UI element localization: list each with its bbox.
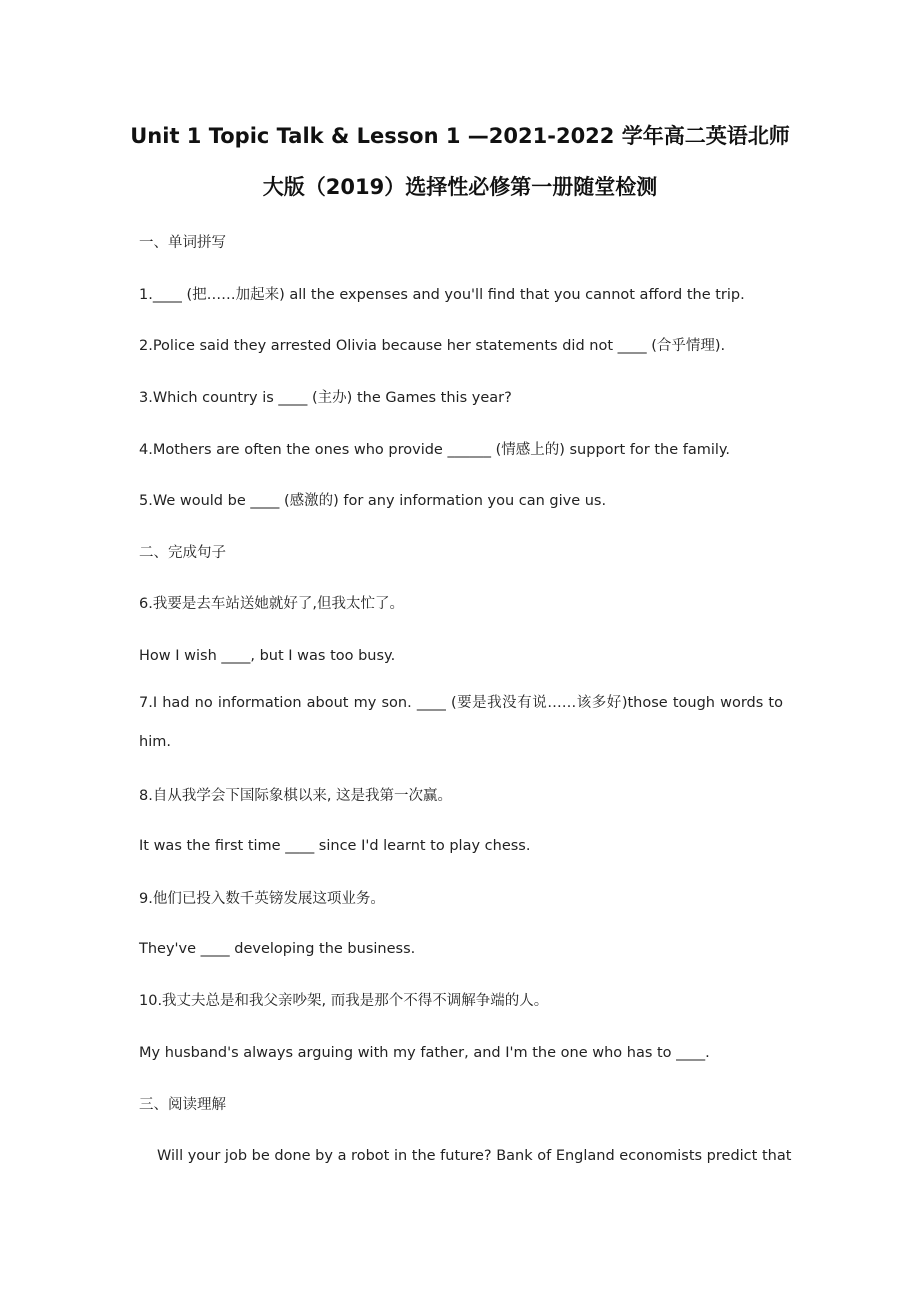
question-9-chinese: 9.他们已投入数千英镑发展这项业务。	[139, 891, 385, 907]
question-7: 7.I had no information about my son. ____ (要是我没有说……该多好)those tough words to him.	[139, 695, 783, 750]
section-heading-sentences: 二、完成句子	[139, 545, 226, 561]
question-10-english: My husband's always arguing with my father, and I'm the one who has to ____.	[139, 1045, 710, 1061]
question-4: 4.Mothers are often the ones who provide ______ (情感上的) support for the family.	[139, 442, 731, 458]
question-8-english: It was the first time ____ since I'd learnt to play chess.	[139, 838, 531, 854]
question-6-chinese: 6.我要是去车站送她就好了,但我太忙了。	[139, 596, 404, 612]
question-5: 5.We would be ____ (感激的) for any information you can give us.	[139, 493, 607, 509]
section-heading-vocabulary: 一、单词拼写	[139, 235, 226, 251]
reading-passage-start: Will your job be done by a robot in the future? Bank of England economists predict that	[157, 1148, 792, 1164]
document-title-line-1: Unit 1 Topic Talk & Lesson 1 —2021-2022 学年高二英语北师	[130, 124, 790, 148]
question-8-chinese: 8.自从我学会下国际象棋以来, 这是我第一次赢。	[139, 788, 453, 804]
document-title-line-2: 大版（2019）选择性必修第一册随堂检测	[262, 175, 658, 199]
question-9-english: They've ____ developing the business.	[139, 941, 416, 957]
question-6-english: How I wish ____, but I was too busy.	[139, 648, 396, 664]
question-3: 3.Which country is ____ (主办) the Games this year?	[139, 390, 512, 406]
question-1: 1.____ (把……加起来) all the expenses and you'll find that you cannot afford the trip.	[139, 287, 745, 303]
question-2: 2.Police said they arrested Olivia because her statements did not ____ (合乎情理).	[139, 338, 726, 354]
question-10-chinese: 10.我丈夫总是和我父亲吵架, 而我是那个不得不调解争端的人。	[139, 993, 549, 1009]
section-heading-reading: 三、阅读理解	[139, 1097, 226, 1113]
